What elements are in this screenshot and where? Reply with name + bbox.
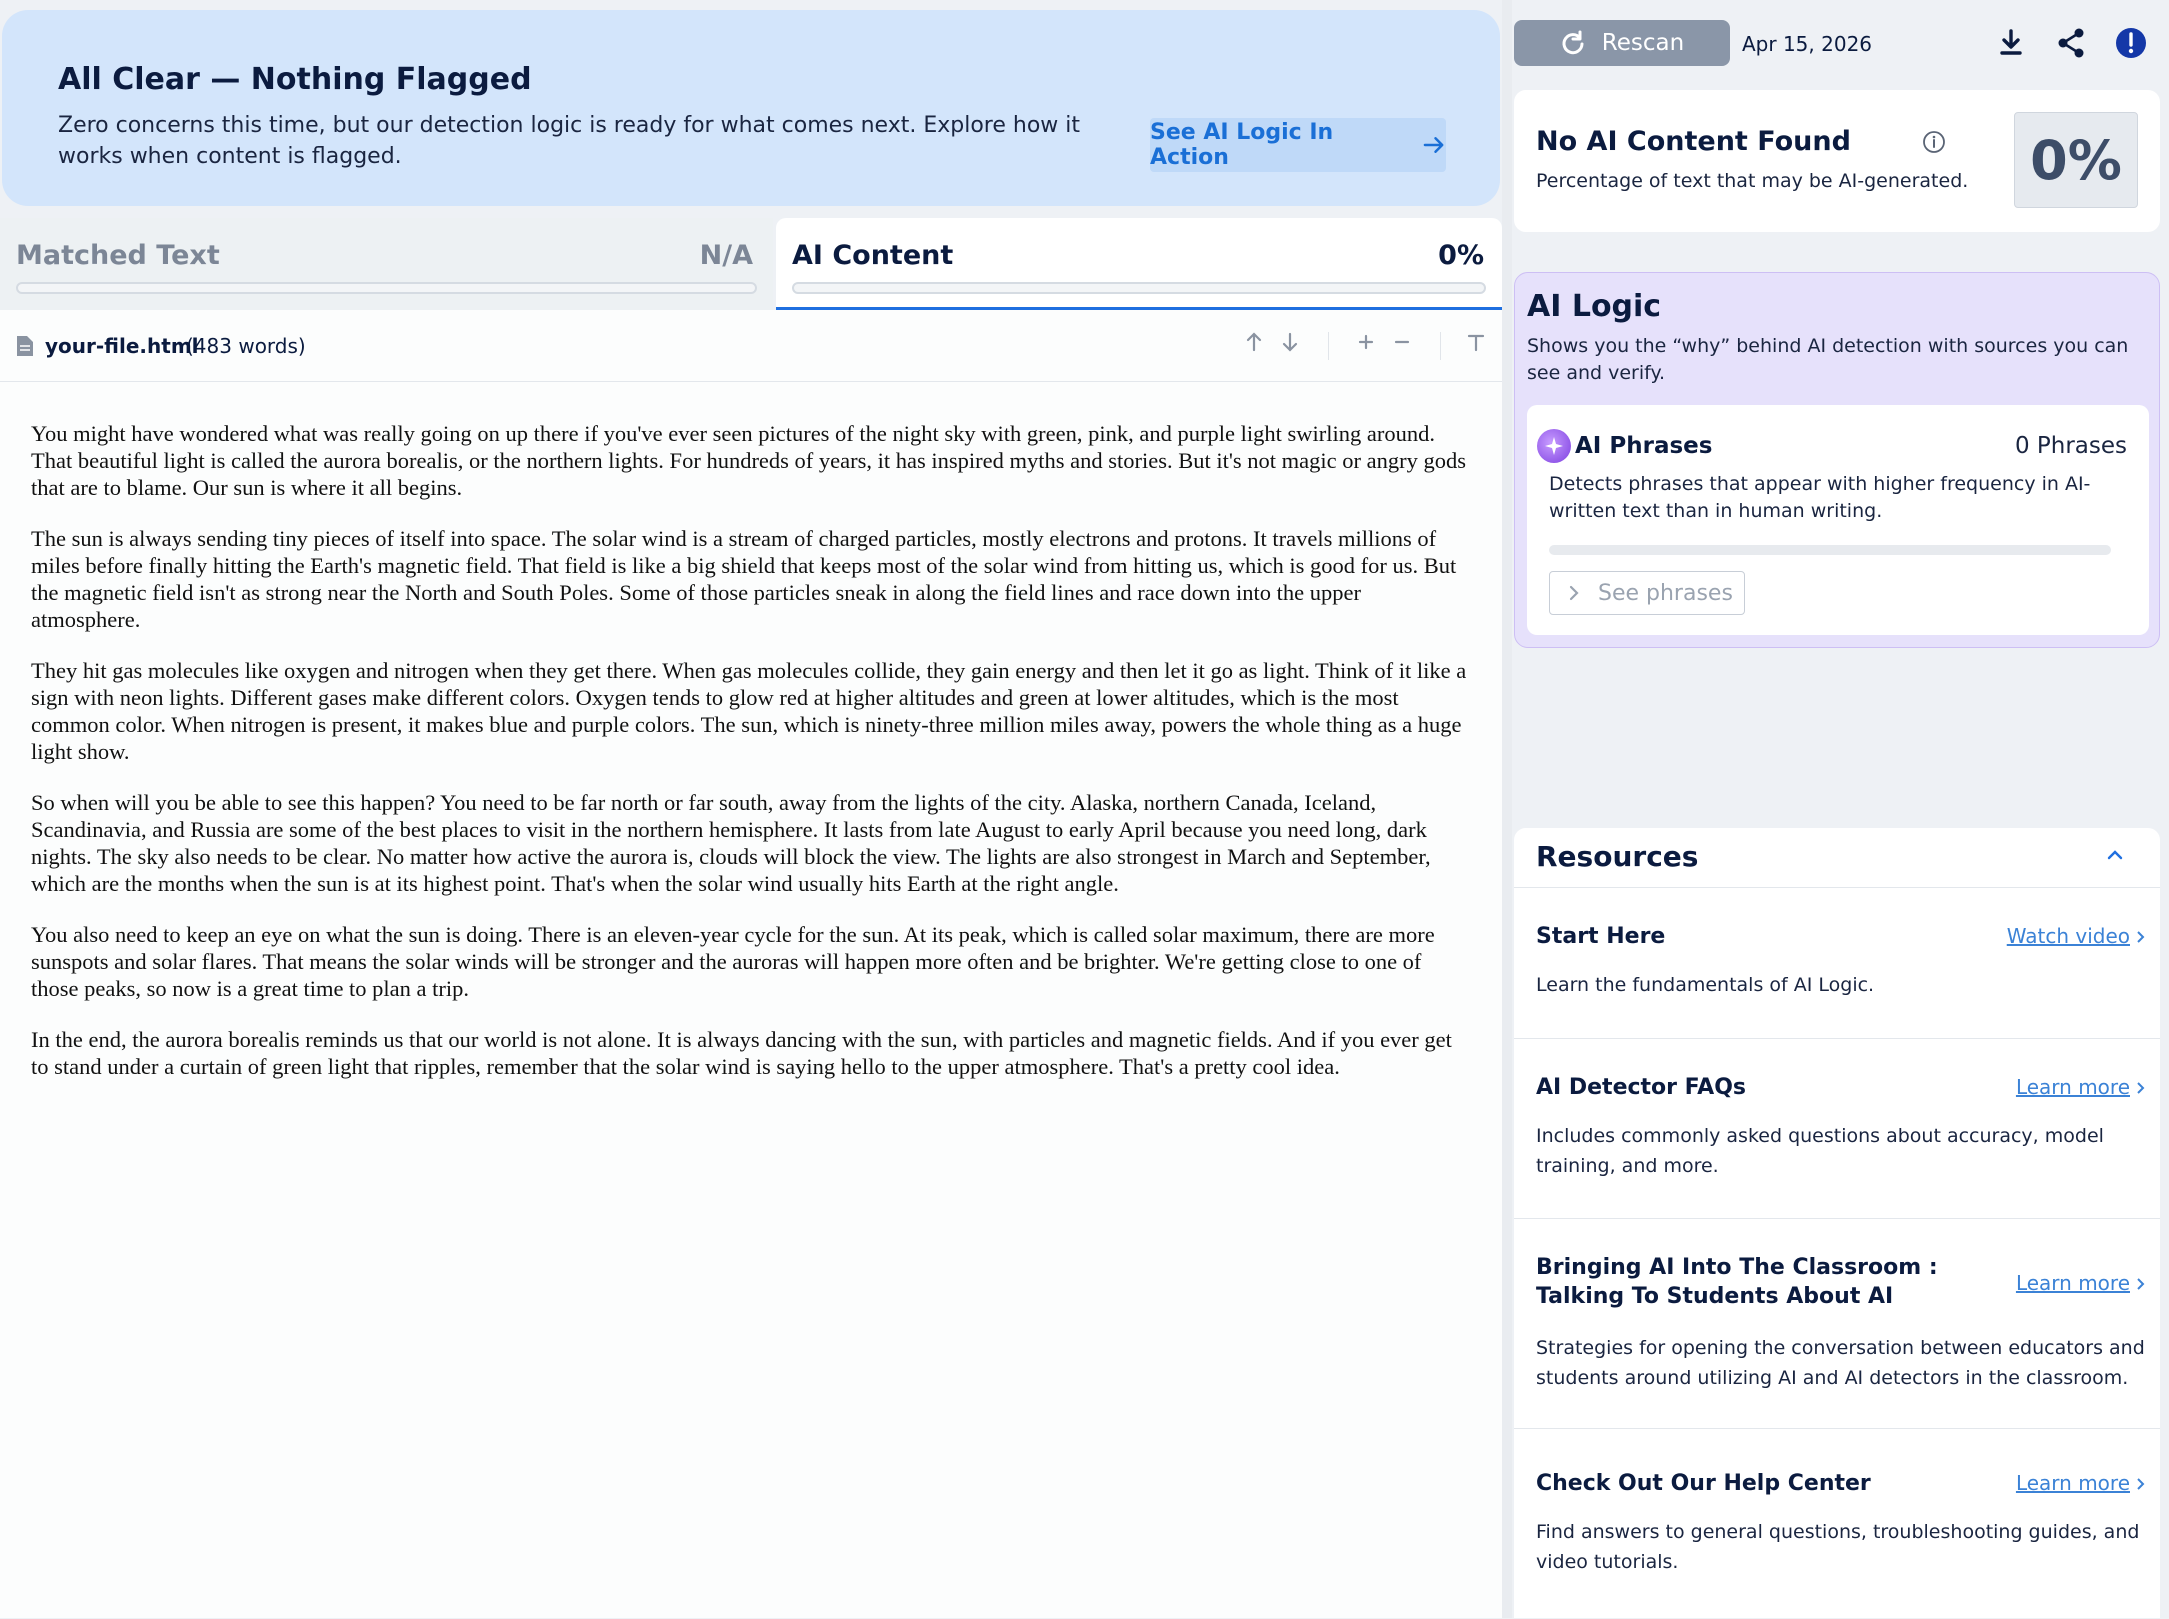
tab-ai-content[interactable]	[776, 218, 1502, 310]
document-toolbar	[0, 310, 1502, 382]
resource-item	[1514, 1039, 2160, 1219]
arrow-right-icon	[1423, 135, 1446, 155]
summary-subtitle: Percentage of text that may be AI-generated.	[1536, 170, 1969, 192]
resource-title: AI Detector FAQs	[1536, 1075, 1746, 1100]
download-icon[interactable]	[1994, 26, 2028, 60]
share-icon[interactable]	[2054, 26, 2088, 60]
text-size-icon[interactable]	[1466, 330, 1486, 354]
resource-item	[1514, 1219, 2160, 1429]
see-phrases-button[interactable]	[1549, 571, 1745, 615]
refresh-icon	[1560, 30, 1586, 56]
ai-progress-bar	[792, 282, 1486, 294]
toolbar-divider	[1440, 332, 1441, 360]
see-ai-logic-label: See AI Logic In Action	[1150, 120, 1334, 170]
ai-phrases-title: AI Phrases	[1575, 433, 1713, 459]
ai-phrases-count: 0 Phrases	[2014, 433, 2127, 459]
toolbar-divider	[1328, 332, 1329, 360]
chevron-right-icon	[2136, 929, 2146, 945]
resource-description: Strategies for opening the conversation between educators and students around utilizing AI and AI detectors in the classroom.	[1536, 1337, 2145, 1389]
resource-item	[1514, 888, 2160, 1039]
info-icon[interactable]	[1922, 130, 1946, 154]
ai-summary-card	[1514, 90, 2160, 232]
paragraph: In the end, the aurora borealis reminds us that our world is not alone. It is always dancing with the sun, with particles and magnetic fields. And if you ever get to stand under a curtain of green light that ripples, remember that the solar wind is saying hello to the upper atmosphere. That's a pretty cool idea.	[31, 1027, 1452, 1079]
rescan-button[interactable]	[1514, 20, 1730, 66]
learn-more-link[interactable]: Learn more	[2015, 1075, 2130, 1099]
arrow-down-icon[interactable]	[1280, 330, 1300, 354]
resources-panel	[1514, 828, 2160, 1618]
resource-title: Bringing AI Into The Classroom : Talking To Students About AI	[1536, 1255, 1938, 1309]
word-count: (483 words)	[186, 334, 306, 358]
resource-title: Start Here	[1536, 924, 1666, 949]
chevron-right-icon	[1568, 584, 1580, 602]
ai-percentage: 0%	[2014, 112, 2138, 208]
result-tabs	[0, 218, 1502, 310]
resources-title: Resources	[1536, 840, 1699, 873]
ai-logic-subtitle: Shows you the “why” behind AI detection with sources you can see and verify.	[1527, 335, 2129, 384]
file-name: your-file.html	[45, 334, 199, 358]
document-viewer	[0, 310, 1502, 1618]
chevron-right-icon	[2136, 1080, 2146, 1096]
matched-progress-bar	[16, 282, 757, 294]
file-icon	[16, 335, 34, 357]
banner-text: Zero concerns this time, but our detection logic is ready for what comes next. Explore how it works when content is flagged.	[58, 113, 1081, 169]
resource-item	[1514, 1429, 2160, 1619]
ai-phrases-card	[1527, 405, 2149, 635]
ai-phrases-bar	[1549, 545, 2111, 555]
resource-description: Learn the fundamentals of AI Logic.	[1536, 974, 1875, 996]
tab-ai-label: AI Content	[792, 240, 954, 271]
resource-title: Check Out Our Help Center	[1536, 1471, 1871, 1496]
tab-matched-label: Matched Text	[16, 240, 220, 271]
rescan-label: Rescan	[1601, 30, 1685, 56]
see-phrases-label: See phrases	[1598, 580, 1733, 606]
banner-title: All Clear — Nothing Flagged	[58, 62, 532, 97]
tab-matched-text[interactable]	[0, 218, 773, 310]
paragraph: You might have wondered what was really going on up there if you've ever seen pictures of the night sky with green, pink, and purple light swirling around. That beautiful light is called the aurora borealis, or the northern lights. For hundreds of years, it has inspired myths and stories. But it's not magic or angry gods that are to blame. Our sun is where it all begins.	[31, 421, 1467, 500]
paragraph: They hit gas molecules like oxygen and nitrogen when they get there. When gas molecules collide, they gain energy and then let it go as light. Think of it like a sign with neon lights. Different gases make different colors. Oxygen tends to glow red at higher altitudes and green at lower altitudes, which is the most common color. When nitrogen is present, it makes blue and purple colors. The sun, which is ninety-three million miles away, powers the whole thing as a huge light show.	[31, 658, 1467, 764]
chevron-up-icon[interactable]	[2106, 848, 2124, 862]
see-ai-logic-button[interactable]	[1150, 118, 1446, 172]
sparkle-icon	[1537, 429, 1571, 463]
arrow-up-icon[interactable]	[1244, 330, 1264, 354]
plus-icon[interactable]	[1356, 330, 1376, 354]
ai-phrases-description: Detects phrases that appear with higher frequency in AI-written text than in human writing.	[1549, 473, 2091, 522]
learn-more-link[interactable]: Learn more	[2015, 1271, 2130, 1295]
chevron-right-icon	[2136, 1276, 2146, 1292]
alert-icon[interactable]	[2114, 26, 2148, 60]
ai-logic-panel	[1514, 272, 2160, 648]
tab-matched-value: N/A	[699, 240, 753, 271]
paragraph: So when will you be able to see this happen? You need to be far north or far south, away from the lights of the city. Alaska, northern Canada, Iceland, Scandinavia, and Russia are some of the best places to visit in the northern hemisphere. It lasts from late August to early April because you need long, dark nights. The sky also needs to be clear. No matter how active the aurora is, clouds will block the view. The lights are also strongest in March and September, which are the months when the sun is at its highest point. That's when the solar wind usually hits Earth at the right angle.	[31, 790, 1431, 896]
resource-description: Includes commonly asked questions about accuracy, model training, and more.	[1536, 1125, 2104, 1177]
paragraph: The sun is always sending tiny pieces of itself into space. The solar wind is a stream of charged particles, mostly electrons and protons. It travels millions of miles before finally hitting the Earth's magnetic field. That field is like a big shield that keeps most of the solar wind from hitting us, which is good for us. But the magnetic field isn't as strong near the North and South Poles. Some of those particles sneak in along the field lines and race down into the upper atmosphere.	[31, 526, 1457, 632]
paragraph: You also need to keep an eye on what the sun is doing. There is an eleven-year cycle for the sun. At its peak, which is called solar maximum, there are more sunspots and solar flares. That means the solar winds will be stronger and the auroras will happen more often and be brighter. We're getting close to one of those peaks, so now is a great time to plan a trip.	[31, 922, 1435, 1001]
learn-more-link[interactable]: Learn more	[2015, 1471, 2130, 1495]
tab-ai-value: 0%	[1438, 240, 1484, 271]
panel-divider[interactable]	[1502, 0, 1512, 1618]
ai-logic-title: AI Logic	[1527, 289, 1662, 324]
chevron-right-icon	[2136, 1476, 2146, 1492]
watch-video-link[interactable]: Watch video	[2006, 924, 2130, 948]
resources-header[interactable]	[1514, 828, 2160, 888]
document-text	[31, 420, 1471, 1104]
status-banner	[2, 10, 1500, 206]
minus-icon[interactable]	[1392, 330, 1412, 354]
resource-description: Find answers to general questions, troubleshooting guides, and video tutorials.	[1536, 1521, 2140, 1573]
report-date: Apr 15, 2026	[1742, 32, 1873, 56]
summary-title: No AI Content Found	[1536, 126, 1851, 157]
